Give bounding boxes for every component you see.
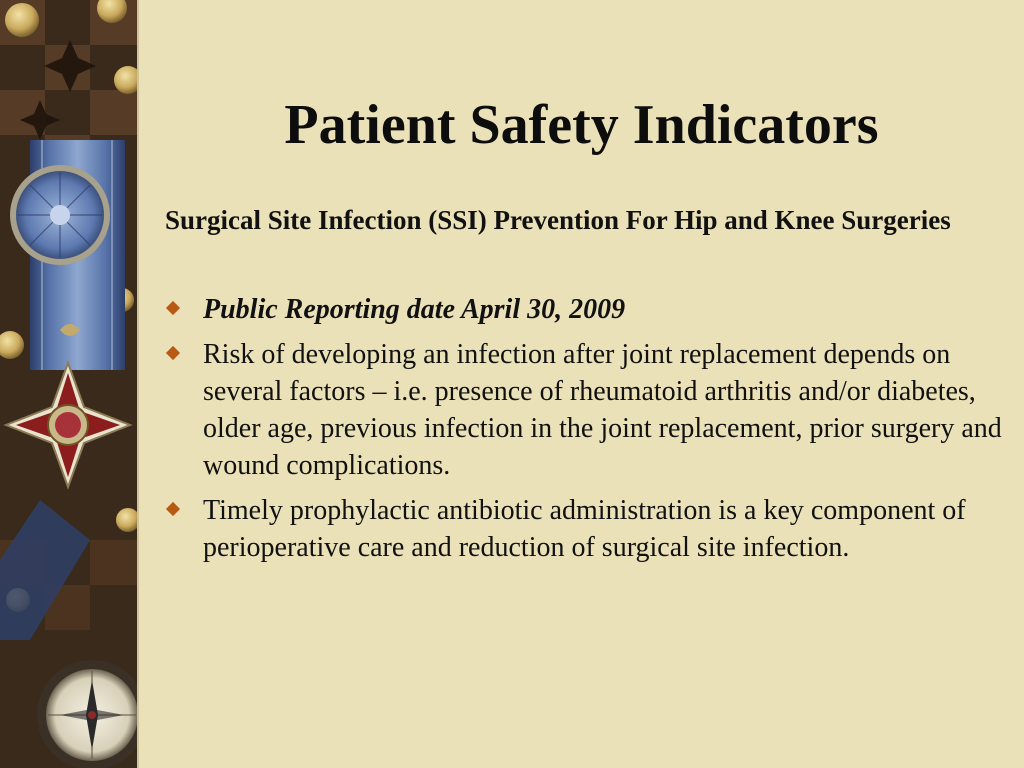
bullet-item <box>165 336 1005 484</box>
bullet-item <box>165 291 1005 328</box>
diamond-bullet-icon <box>166 502 180 516</box>
diamond-bullet-icon <box>166 346 180 360</box>
side-art-medals-image <box>0 0 137 768</box>
bullet-list <box>165 291 1005 566</box>
bullet-text: Risk of developing an infection after joint replacement depends on several factors – i.e. presence of rheumatoid arthritis and/or diabetes, older age, previous infection in the joint replacement, prior surgery and wound complications. <box>203 339 1002 481</box>
slide-title: Patient Safety Indicators <box>284 94 879 156</box>
diamond-bullet-icon <box>166 301 180 315</box>
bullet-text: Timely prophylactic antibiotic administration is a key component of perioperative care and reduction of surgical site infection. <box>203 495 966 563</box>
bullet-item <box>165 492 1005 566</box>
slide-subheading: Surgical Site Infection (SSI) Prevention For Hip and Knee Surgeries <box>165 205 951 235</box>
bullet-text: Public Reporting date April 30, 2009 <box>203 294 626 325</box>
slide-content <box>165 202 1005 574</box>
